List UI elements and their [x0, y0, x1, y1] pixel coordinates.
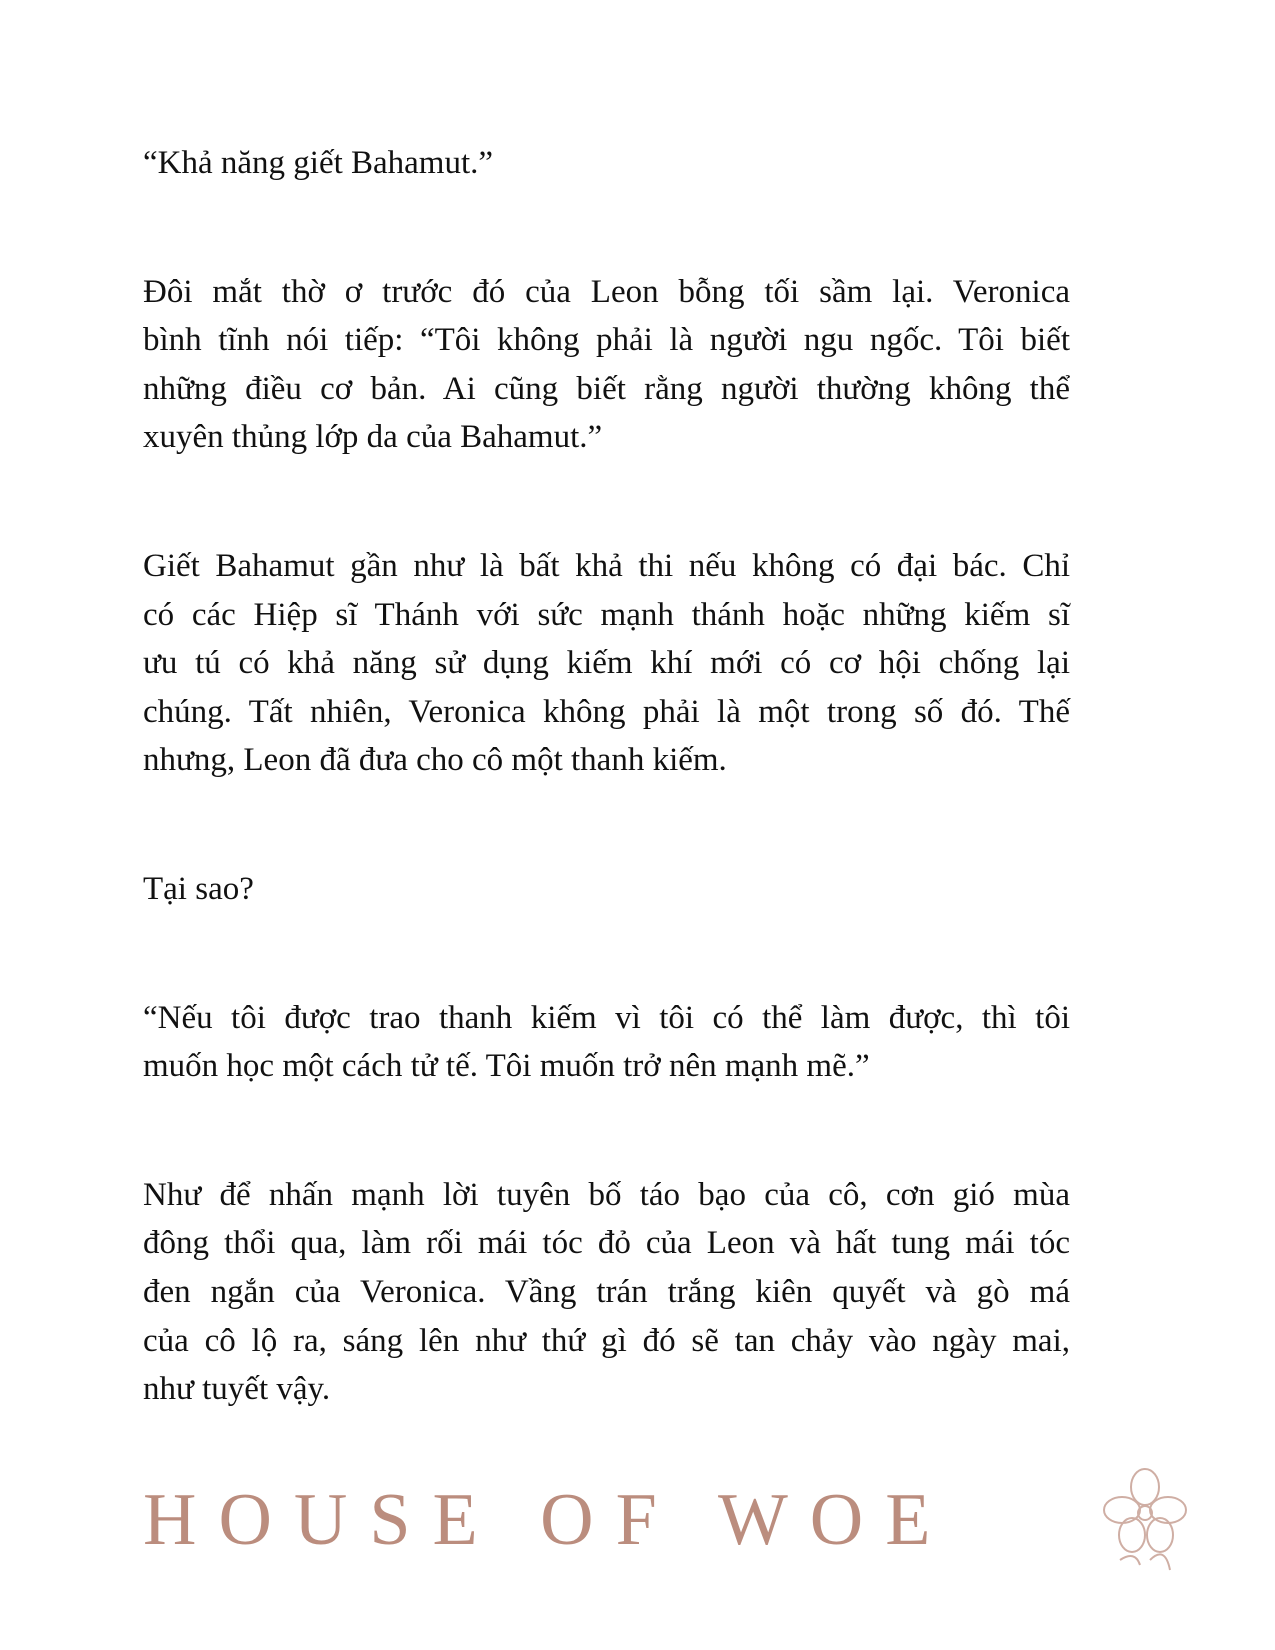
text-line: ưu tú có khả năng sử dụng kiếm khí mới có cơ hội chống lại	[143, 645, 1070, 682]
text-line: bình tĩnh nói tiếp: “Tôi không phải là người ngu ngốc. Tôi biết	[143, 322, 1070, 359]
text-line: muốn học một cách tử tế. Tôi muốn trở nên mạnh mẽ.”	[143, 1048, 870, 1085]
document-page	[143, 139, 1070, 1494]
text-line: những điều cơ bản. Ai cũng biết rằng người thường không thể	[143, 370, 1070, 407]
text-line: nhưng, Leon đã đưa cho cô một thanh kiếm.	[143, 742, 727, 779]
paragraph	[143, 994, 1070, 1091]
paragraph	[143, 1171, 1070, 1414]
text-line: Đôi mắt thờ ơ trước đó của Leon bỗng tối sầm lại. Veronica	[143, 273, 1070, 310]
flower-icon	[1100, 1465, 1190, 1575]
paragraph	[143, 542, 1070, 785]
text-line: Như để nhấn mạnh lời tuyên bố táo bạo của cô, cơn gió mùa	[143, 1176, 1070, 1213]
text-line: Tại sao?	[143, 870, 254, 907]
text-line: đông thổi qua, làm rối mái tóc đỏ của Leon và hất tung mái tóc	[143, 1225, 1070, 1262]
text-line: đen ngắn của Veronica. Vầng trán trắng kiên quyết và gò má	[143, 1273, 1070, 1310]
text-line: xuyên thủng lớp da của Bahamut.”	[143, 419, 603, 456]
text-line: chúng. Tất nhiên, Veronica không phải là một trong số đó. Thế	[143, 693, 1070, 730]
watermark: HOUSE OF WOE	[143, 1479, 953, 1561]
text-line: Giết Bahamut gần như là bất khả thi nếu không có đại bác. Chỉ	[143, 547, 1070, 584]
text-line: có các Hiệp sĩ Thánh với sức mạnh thánh hoặc những kiếm sĩ	[143, 596, 1070, 633]
paragraph	[143, 268, 1070, 462]
paragraph	[143, 139, 1070, 188]
text-line: của cô lộ ra, sáng lên như thứ gì đó sẽ tan chảy vào ngày mai,	[143, 1322, 1070, 1359]
text-line: “Khả năng giết Bahamut.”	[143, 145, 494, 181]
text-line: như tuyết vậy.	[143, 1371, 331, 1408]
paragraph	[143, 865, 1070, 914]
text-line: “Nếu tôi được trao thanh kiếm vì tôi có thể làm được, thì tôi	[143, 999, 1070, 1036]
